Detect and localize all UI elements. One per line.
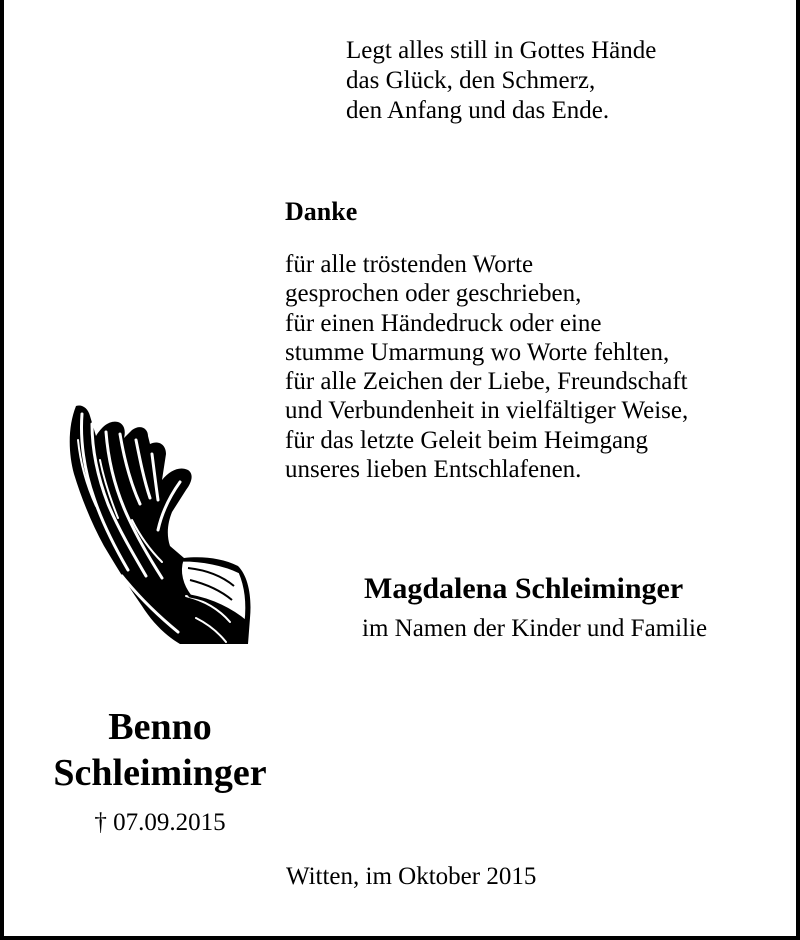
thanks-text xyxy=(285,250,688,484)
death-date: † 07.09.2015 xyxy=(94,809,226,836)
poem-line: den Anfang und das Ende. xyxy=(346,97,610,124)
thanks-line: gesprochen oder geschrieben, xyxy=(285,280,582,308)
thanks-line: für alle Zeichen der Liebe, Freundschaft xyxy=(285,368,688,396)
thanks-line: für alle tröstenden Worte xyxy=(285,251,534,278)
thanks-line: für einen Händedruck oder eine xyxy=(285,309,602,337)
thanks-line: für das letzte Geleit beim Heimgang xyxy=(285,426,649,454)
deceased-name xyxy=(20,704,300,796)
deceased-first-name: Benno xyxy=(108,706,212,748)
deceased-last-name: Schleiminger xyxy=(53,752,267,794)
thanks-line: und Verbundenheit in vielfältiger Weise, xyxy=(285,397,689,425)
thanks-heading: Danke xyxy=(285,197,358,226)
signer-subtitle: im Namen der Kinder und Familie xyxy=(362,615,708,642)
poem-line: Legt alles still in Gottes Hände xyxy=(346,37,657,64)
thanks-line: stumme Umarmung wo Worte fehlten, xyxy=(285,338,670,366)
place-and-date: Witten, im Oktober 2015 xyxy=(286,863,537,890)
praying-hands-icon xyxy=(62,400,252,645)
thanks-line: unseres lieben Entschlafenen. xyxy=(285,456,582,484)
poem-verse xyxy=(346,36,656,126)
poem-line: das Glück, den Schmerz, xyxy=(346,67,596,94)
signer-name: Magdalena Schleiminger xyxy=(364,572,684,605)
